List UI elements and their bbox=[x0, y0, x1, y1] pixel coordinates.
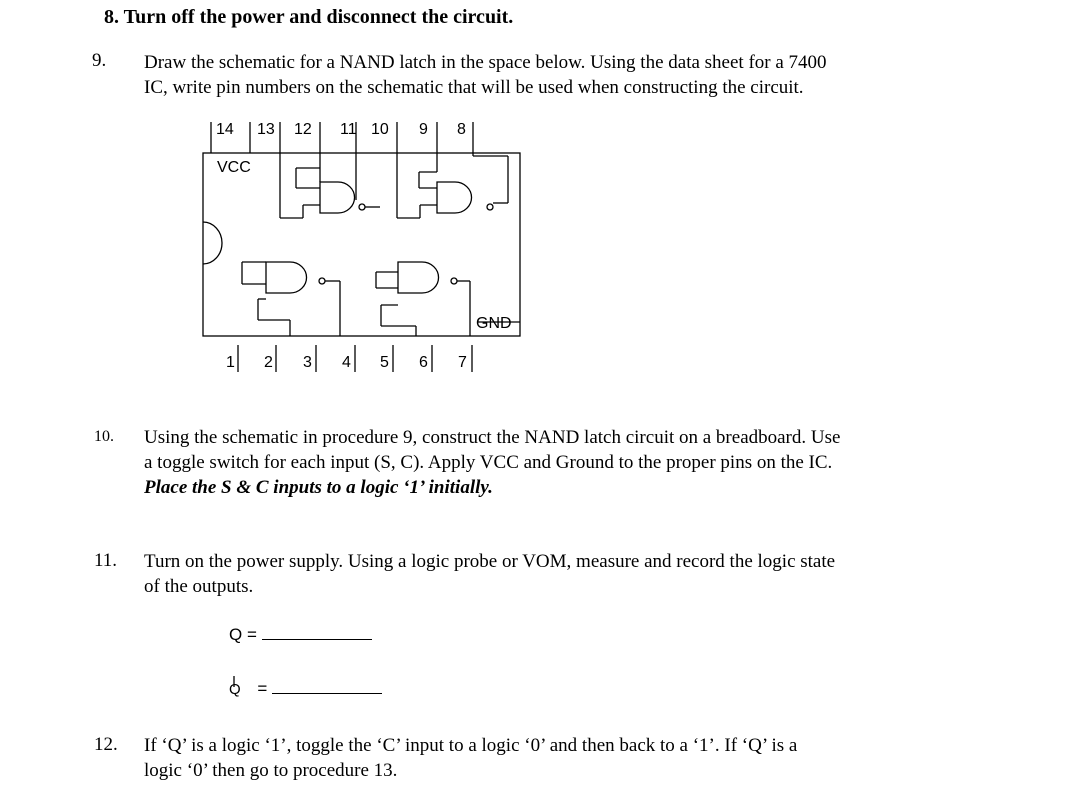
step-10-text bbox=[144, 425, 840, 500]
q-label: Q = bbox=[229, 625, 257, 644]
top-pin-label: 11 bbox=[340, 121, 357, 138]
bottom-pin-label: 1 bbox=[226, 354, 235, 371]
nand-bubble-upper-right bbox=[487, 204, 493, 210]
step-10-line-1: Using the schematic in procedure 9, construct the NAND latch circuit on a breadboard. Use bbox=[144, 427, 841, 448]
vcc-label: VCC bbox=[217, 159, 251, 176]
step-12-text bbox=[144, 733, 797, 783]
nand-gate-upper-left bbox=[320, 182, 355, 213]
top-pin-label: 14 bbox=[216, 121, 234, 138]
top-pin-label: 12 bbox=[294, 121, 312, 138]
bottom-pin-label: 4 bbox=[342, 354, 351, 371]
step-12-line-1: If ‘Q’ is a logic ‘1’, toggle the ‘C’ input to a logic ‘0’ and then back to a ‘1’. If ‘Q’ is a bbox=[144, 735, 798, 756]
bottom-pin-label: 5 bbox=[380, 354, 389, 371]
qbar-equals: = bbox=[257, 679, 268, 698]
step-11-number: 11. bbox=[94, 550, 118, 571]
top-pin-label: 8 bbox=[457, 121, 466, 138]
step-12-line-2: logic ‘0’ then go to procedure 13. bbox=[144, 760, 398, 781]
qbar-label: Q bbox=[229, 681, 241, 698]
step-9-number: 9. bbox=[92, 50, 107, 71]
step-11-line-2: of the outputs. bbox=[144, 576, 254, 597]
bottom-pin-label: 7 bbox=[458, 354, 467, 371]
ic-notch bbox=[203, 222, 222, 264]
bottom-pin-label: 3 bbox=[303, 354, 312, 371]
gnd-label: GND bbox=[476, 315, 512, 332]
step-10-number: 10. bbox=[94, 428, 114, 445]
top-pin-label: 10 bbox=[371, 121, 389, 138]
top-pin-label: 13 bbox=[257, 121, 275, 138]
nand-bubble-lower-left bbox=[319, 278, 325, 284]
nand-bubble-upper-left bbox=[359, 204, 365, 210]
step-9-line-1: Draw the schematic for a NAND latch in the space below. Using the data sheet for a 7400 bbox=[144, 52, 827, 73]
nand-gate-lower-right bbox=[398, 262, 439, 293]
step-9-line-2: IC, write pin numbers on the schematic that will be used when constructing the circuit. bbox=[144, 77, 804, 98]
qbar-answer-row bbox=[229, 679, 382, 699]
bottom-pin-label: 6 bbox=[419, 354, 428, 371]
step-10-line-3: Place the S & C inputs to a logic ‘1’ initially. bbox=[144, 477, 493, 498]
bottom-pin-label: 2 bbox=[264, 354, 273, 371]
step-12-number: 12. bbox=[94, 734, 118, 755]
qbar-answer-blank[interactable] bbox=[272, 679, 382, 694]
step-11-line-1: Turn on the power supply. Using a logic probe or VOM, measure and record the logic state bbox=[144, 551, 836, 572]
top-pin-label: 9 bbox=[419, 121, 428, 138]
nand-gate-upper-right bbox=[437, 182, 472, 213]
step-8-heading: 8. Turn off the power and disconnect the circuit. bbox=[104, 6, 514, 28]
q-answer-row bbox=[229, 625, 372, 645]
step-10-line-2: a toggle switch for each input (S, C). Apply VCC and Ground to the proper pins on the IC. bbox=[144, 452, 833, 473]
nand-bubble-lower-right bbox=[451, 278, 457, 284]
nand-gate-lower-left bbox=[266, 262, 307, 293]
q-answer-blank[interactable] bbox=[262, 625, 372, 640]
step-11-text bbox=[144, 549, 835, 599]
ic-body bbox=[203, 153, 520, 336]
